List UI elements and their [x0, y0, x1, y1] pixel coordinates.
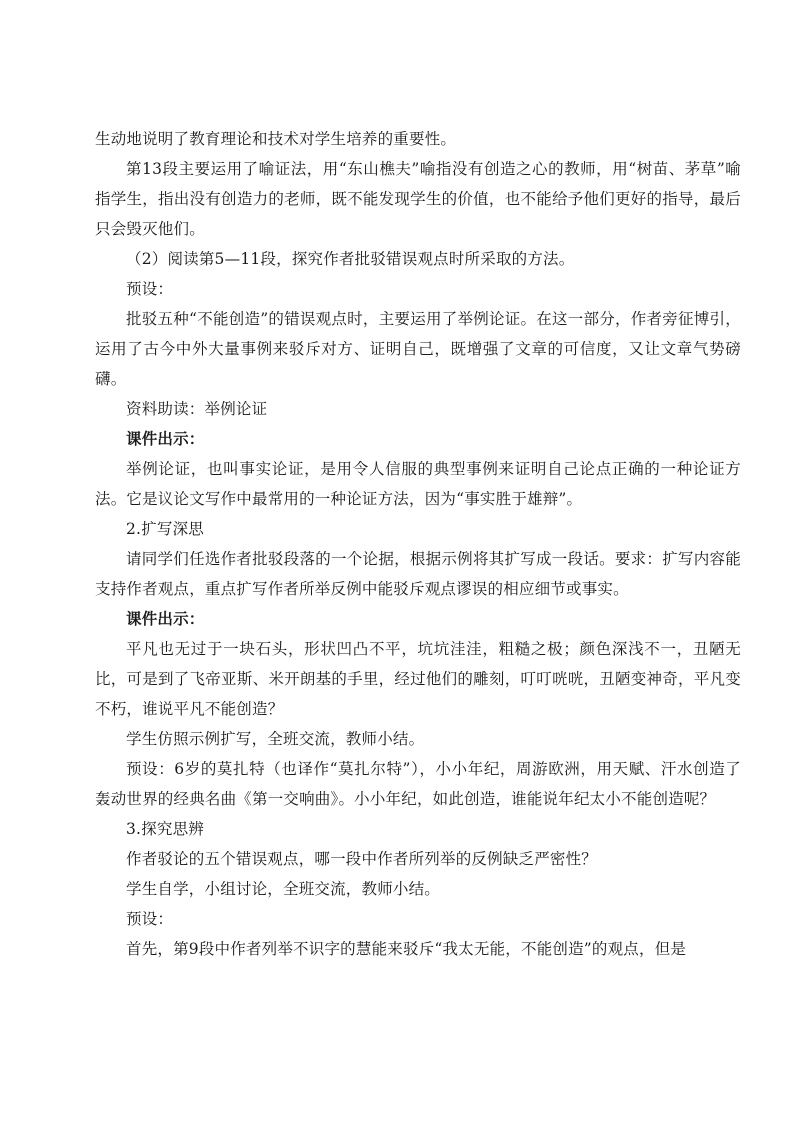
document-body	[95, 124, 741, 964]
paragraph-12: 平凡也无过于一块石头，形状凹凸不平，坑坑洼洼，粗糙之极；颜色深浅不一，丑陋无比，可是到了飞帝亚斯、米开朗基的手里，经过他们的雕刻，叮叮咣咣，丑陋变神奇，平凡变不朽，谁说平凡不能创造？	[95, 640, 741, 718]
paragraph-4: 预设：	[126, 280, 174, 298]
paragraph-17: 学生自学，小组讨论，全班交流，教师小结。	[126, 880, 441, 898]
paragraph-1: 生动地说明了教育理论和技术对学生培养的重要性。	[95, 130, 457, 148]
courseware-heading-2: 课件出示：	[126, 609, 205, 628]
paragraph-2: 第13段主要运用了喻证法，用“东山樵夫”喻指没有创造之心的教师，用“树苗、茅草”喻指学生，指出没有创造力的老师，既不能发现学生的价值，也不能给予他们更好的指导，最后只会毁灭他们。	[95, 160, 741, 238]
paragraph-5: 批驳五种“不能创造”的错误观点时，主要运用了举例论证。在这一部分，作者旁征博引，运用了古今中外大量事例来驳斥对方、证明自己，既增强了文章的可信度，又让文章气势磅礴。	[95, 310, 741, 388]
paragraph-19: 首先，第9段中作者列举不识字的慧能来驳斥“我太无能，不能创造”的观点，但是	[126, 940, 687, 958]
courseware-heading-1: 课件出示：	[126, 429, 205, 448]
paragraph-10: 请同学们任选作者批驳段落的一个论据，根据示例将其扩写成一段话。要求：扩写内容能支持作者观点，重点扩写作者所举反例中能驳斥观点谬误的相应细节或事实。	[95, 550, 741, 598]
paragraph-6: 资料助读：举例论证	[126, 400, 268, 418]
paragraph-8: 举例论证，也叫事实论证，是用令人信服的典型事例来证明自己论点正确的一种论证方法。它是议论文写作中最常用的一种论证方法，因为“事实胜于雄辩”。	[95, 460, 741, 508]
paragraph-16: 作者驳论的五个错误观点，哪一段中作者所列举的反例缺乏严密性？	[126, 850, 598, 868]
section-heading-3: 3.探究思辨	[126, 820, 204, 838]
paragraph-3: （2）阅读第5—11段，探究作者批驳错误观点时所采取的方法。	[126, 250, 575, 268]
paragraph-13: 学生仿照示例扩写，全班交流，教师小结。	[126, 730, 425, 748]
section-heading-2: 2.扩写深思	[126, 520, 204, 538]
paragraph-14: 预设：6岁的莫扎特（也译作“莫扎尔特”），小小年纪，周游欧洲，用天赋、汗水创造了轰动世界的经典名曲《第一交响曲》。小小年纪，如此创造，谁能说年纪太小不能创造呢？	[95, 760, 741, 808]
paragraph-18: 预设：	[126, 910, 174, 928]
